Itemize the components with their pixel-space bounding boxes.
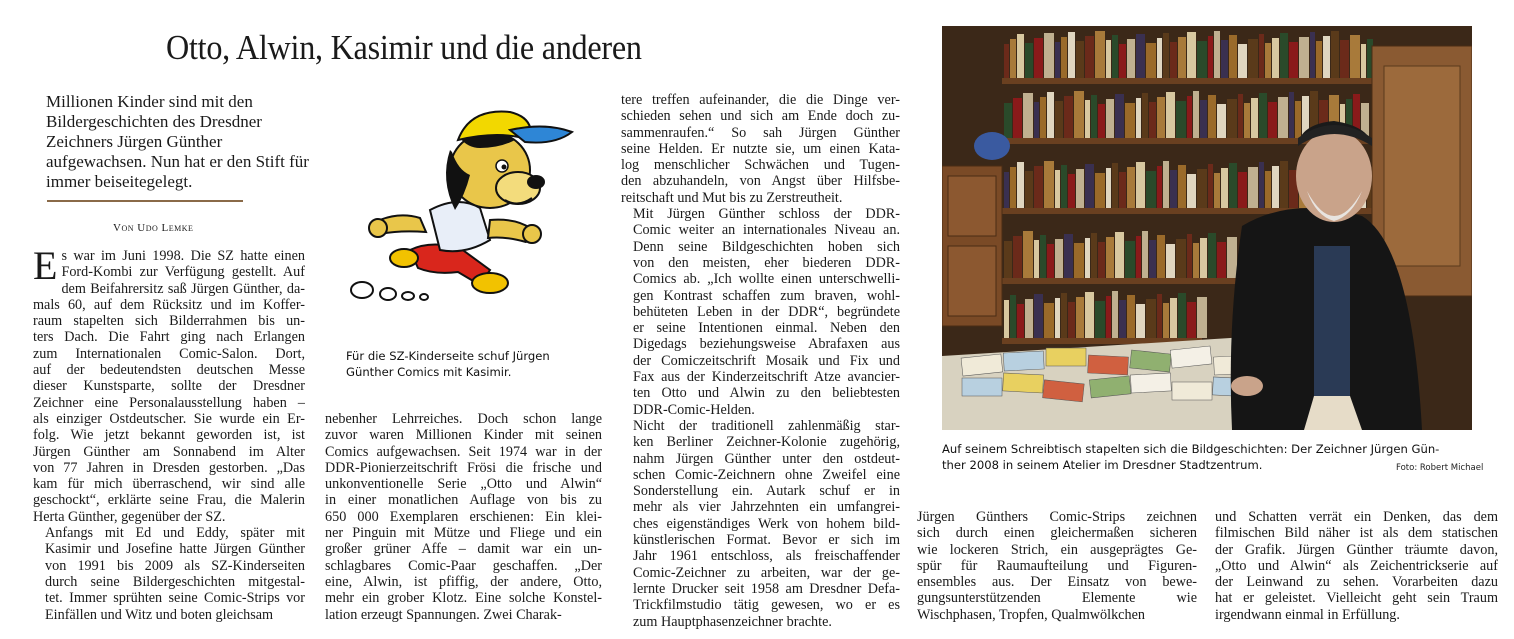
cartoon-caption: Für die SZ-Kinderseite schuf Jürgen Günther Comics mit Kasimir. <box>346 349 550 379</box>
text-line: er seine Intentionen einmal. Neben den <box>633 320 900 337</box>
col1-paragraph-1 <box>33 243 305 525</box>
text-line: Comic-Zeichner zu arbeiten, war der ge- <box>633 564 900 581</box>
kasimir-cartoon-icon <box>340 100 580 315</box>
dropcap: E <box>33 243 58 288</box>
text-line: DDR-Pionierzeitschrift Frösi die frische und <box>325 459 602 476</box>
text-line: nebenher Lehrreiches. Doch schon lange <box>325 411 602 427</box>
text-line: künstlerischen Format. Bevor er sich im <box>633 532 900 549</box>
text-line: Comic weiter an internationales Niveau an. <box>633 222 900 239</box>
text-line: in einer monatlichen Auflage von bis zu <box>325 492 602 509</box>
text-line: ensembles aus. Der Einsatz von bewe- <box>917 574 1197 591</box>
text-line: mehr ein grober Klotz. Eine solche Konstel- <box>325 590 602 607</box>
col2-lines <box>325 411 602 623</box>
text-line: Anfangs mit Ed und Eddy, später mit <box>45 525 305 542</box>
text-line: als einziger Ostdeutscher. Sie wurde ein Er- <box>33 410 305 427</box>
deck-divider <box>47 200 243 202</box>
text-line: zum Hauptphasenzeichner brachte. <box>633 613 832 630</box>
text-line: Nicht der traditionell zahlenmäßig star- <box>633 417 900 434</box>
deck-text: Millionen Kinder sind mit den Bildergeschichten des Dresdner Zeichners Jürgen Günther aufgewachsen. Nun hat er den Stift für immer beiseitegelegt. <box>46 92 309 191</box>
text-line: dem Beifahrersitz saß Jürgen Günther, da- <box>61 280 305 297</box>
text-line: Mit Jürgen Günther schloss der DDR- <box>633 206 900 223</box>
col3-p1-lines <box>621 92 900 206</box>
photo-credit: Foto: Robert Michael <box>1396 463 1484 473</box>
text-line: Ford-Kombi zur Verfügung gestellt. Auf <box>61 264 305 281</box>
text-line: Denn seine Bildgeschichten hoben sich <box>633 238 900 255</box>
column-3 <box>621 92 900 630</box>
text-line: Trickfilmstudio tätig gewesen, wo er es <box>633 597 900 614</box>
byline: Von Udo Lemke <box>113 222 194 234</box>
col3-p3-lines <box>621 418 900 630</box>
text-line: dieser Kunstsparte, sollte der Dresdner <box>33 378 305 395</box>
col4-lines <box>917 509 1197 623</box>
col1-p1-lines <box>33 243 305 525</box>
text-line: Digedags beziehungsweise Abrafaxen aus <box>633 336 900 353</box>
text-line: wie lockeren Strich, ein ausgeprägtes Ge- <box>917 541 1197 558</box>
text-line: behüteten Leben in der DDR“, begründete <box>633 303 900 320</box>
text-line: s war im Juni 1998. Die SZ hatte einen <box>61 248 305 264</box>
text-line: lation erzeugt Spannungen. Zwei Charak- <box>325 606 562 623</box>
text-line: Wischphasen, Tropfen, Qualmwölkchen <box>917 606 1145 623</box>
text-line: kam für mich überraschend, wir sind alle <box>33 476 305 493</box>
col1-p2-lines <box>33 525 305 623</box>
text-line: Sonderstellung ein. Autark schuf er in <box>633 483 900 500</box>
text-line: schen Comic-Zeichnern ohne Zweifel eine <box>633 466 900 483</box>
text-line: Comics aufgewachsen. Seit 1974 war in der <box>325 443 602 460</box>
cartoon-illustration <box>340 100 580 315</box>
text-line: den abzuhandeln, von Angst über Hilfsbe- <box>621 173 900 190</box>
text-line: ters Dach. Die Fahrt ging nach Erlangen <box>33 329 305 346</box>
text-line: sammenraufen.“ So sah Jürgen Günther <box>621 124 900 141</box>
text-line: spür für Raumaufteilung und Figuren- <box>917 557 1197 574</box>
col3-p2-lines <box>621 206 900 418</box>
text-line: DDR-Comic-Helden. <box>633 401 755 418</box>
text-line: nahm Jürgen Günther unter den ostdeut- <box>633 450 900 467</box>
text-line: ken Berliner Zeichner-Kolonie zugehörig, <box>633 434 900 451</box>
text-line: der Comiczeitschrift Mosaik und Fix und <box>633 352 900 369</box>
text-line: log menschlicher Schwächen und Tugen- <box>621 157 900 174</box>
text-line: Comics ab. „Ich wollte einen unterschwelli- <box>633 271 900 288</box>
text-line: schlagbares Comic-Paar geschaffen. „Der <box>325 557 602 574</box>
text-line: Herta Günther, gegenüber der SZ. <box>33 508 226 525</box>
column-5 <box>1215 509 1498 623</box>
text-line: schieden sehen und sich am Ende doch zu- <box>621 108 900 125</box>
photo-caption-line-2: ther 2008 in seinem Atelier im Dresdner Stadtzentrum. <box>942 458 1263 472</box>
text-line: von den meisten, eher biederen DDR- <box>633 254 900 271</box>
text-line: zum Internationalen Comic-Salon. Dort, <box>33 345 305 362</box>
text-line: auf der bedeutendsten deutschen Messe <box>33 362 305 379</box>
text-line: raum stapelten sich Bilderrahmen bis un- <box>33 313 305 330</box>
column-4 <box>917 509 1197 623</box>
text-line: Fax aus der Kinderzeitschrift Atze avancier- <box>633 369 900 386</box>
text-line: filmischen Bild näher ist als dem statischen <box>1215 525 1498 542</box>
text-line: ches eigenständiges Werk von hohem bild- <box>633 515 900 532</box>
text-line: Zeichner eine Personalausstellung haben – <box>33 394 305 411</box>
text-line: reitschaft und Mut bis zu Zerstreutheit. <box>621 189 843 206</box>
photo-atelier <box>942 26 1472 430</box>
text-line: Jürgen Günther am Sonnabend im Alter <box>33 443 305 460</box>
text-line: folg. Wie jetzt bekannt geworden ist, ist <box>33 427 305 444</box>
text-line: irgendwann einmal in Erfüllung. <box>1215 606 1400 623</box>
text-line: sich durch einen gleichermaßen sicheren <box>917 525 1197 542</box>
text-line: zuvor waren Millionen Kinder mit seinen <box>325 427 602 444</box>
headline: Otto, Alwin, Kasimir und die anderen <box>166 28 642 67</box>
text-line: ten Otto und Alwin zu den beliebtesten <box>633 385 900 402</box>
text-line: Jahr 1961 entschloss, als freischaffender <box>633 548 900 565</box>
text-line: von 1991 bis 2009 als SZ-Kinderseiten <box>45 557 305 574</box>
text-line: und Schatten verrät ein Denken, das dem <box>1215 509 1498 525</box>
text-line: tet. Immer sprühten seine Comic-Strips vor <box>45 590 305 607</box>
text-line: ner Pinguin mit Mütze und Fliege und ein <box>325 525 602 542</box>
text-line: Einfällen und Witz und boten gleichsam <box>45 606 274 623</box>
text-line: hat er geleistet. Vielleicht geht sein Traum <box>1215 590 1498 607</box>
photo-image-icon <box>942 26 1472 430</box>
text-line: mals 60, auf dem Rücksitz und im Koffer- <box>33 296 305 313</box>
column-2 <box>325 411 602 623</box>
column-1 <box>33 243 305 623</box>
text-line: von 77 Jahren in Dresden gestorben. „Das <box>33 459 305 476</box>
text-line: gen Kontrast schaffen zum braven, wohl- <box>633 287 900 304</box>
text-line: Kasimir und Josefine hatte Jürgen Günther <box>45 541 305 558</box>
text-line: durch seine Bildergeschichten mitgestal- <box>45 573 305 590</box>
text-line: gungsunterstützenden Elemente wie <box>917 590 1197 607</box>
text-line: der Leinwand zu sehen. Vorarbeiten dazu <box>1215 574 1498 591</box>
text-line: geschockt“, erklärte seine Frau, die Malerin <box>33 492 305 509</box>
col1-paragraph-2 <box>33 525 305 623</box>
col5-lines <box>1215 509 1498 623</box>
text-line: großer grüner Affe – damit war ein un- <box>325 541 602 558</box>
text-line: lernte Drucker seit 1958 am Dresdner Defa- <box>633 580 900 597</box>
text-line: mehr als vier Jahrzehnten ein umfangrei- <box>633 499 900 516</box>
text-line: „Otto und Alwin“ als Zeichentrickserie auf <box>1215 557 1498 574</box>
text-line: seine Helden. Er nutzte sie, um einen Kata- <box>621 140 900 157</box>
text-line: Jürgen Günthers Comic-Strips zeichnen <box>917 509 1197 525</box>
text-line: eine, Alwin, ist pfiffig, der andere, Otto, <box>325 573 602 590</box>
text-line: unkonventionelle Serie „Otto und Alwin“ <box>325 476 602 493</box>
text-line: tere treffen aufeinander, die die Dinge ver- <box>621 92 900 108</box>
text-line: der Grafik. Jürgen Günther träumte davon, <box>1215 541 1498 558</box>
text-line: 650 000 Exemplaren erschienen: Ein klei- <box>325 508 602 525</box>
photo-caption-line-1: Auf seinem Schreibtisch stapelten sich die Bildgeschichten: Der Zeichner Jürgen Gün- <box>942 442 1440 456</box>
